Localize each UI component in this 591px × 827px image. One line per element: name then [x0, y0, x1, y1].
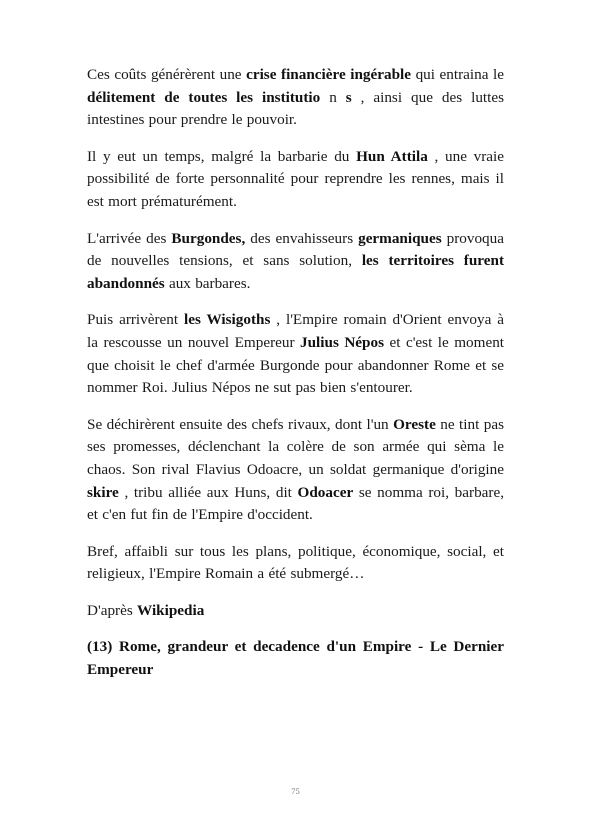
bold-text-run: s: [345, 88, 352, 106]
text-run: ne tint pas ses promesses, déclenchant la colère de son armée qui sèma le chaos. Son rival Flavius Odoacre, un soldat germanique d'origine: [87, 415, 504, 478]
bold-text-run: Burgondes,: [171, 229, 246, 247]
text-run: , ainsi que des luttes intestines pour prendre le pouvoir.: [87, 88, 505, 129]
paragraph-crisis: [87, 64, 504, 132]
bold-text-run: Hun Attila: [356, 147, 428, 165]
paragraph-wisigoths: [87, 309, 504, 399]
document-page: [87, 64, 504, 682]
text-run: se nomma roi, barbare, et c'en fut fin de l'Empire d'occident.: [87, 483, 504, 524]
paragraph-summary: [87, 541, 504, 586]
text-run: provoqua de nouvelles tensions, et sans solution,: [87, 229, 504, 270]
bold-text-run: crise financière ingérable: [246, 66, 412, 83]
bold-text-run: les territoires furent abandonnés: [87, 252, 504, 292]
bold-text-run: Wikipedia: [137, 601, 205, 619]
text-run: Il y eut un temps, malgré la barbarie du: [87, 147, 357, 165]
bold-text-run: Oreste: [393, 415, 436, 433]
text-run: des envahisseurs: [245, 229, 359, 247]
paragraph-burgondes: [87, 228, 504, 296]
text-run: , une vraie possibilité de forte personnalité pour reprendre les rennes, mais il est mort prématurément.: [87, 147, 505, 210]
bold-text-run: germaniques: [358, 229, 442, 247]
bold-text-run: skire: [87, 483, 119, 501]
bold-text-run: Julius Népos: [300, 333, 385, 351]
text-run: Bref, affaibli sur tous les plans, politique, économique, social, et religieux, l'Empire Romain a été submergé…: [87, 542, 504, 583]
text-run: qui entraina le: [411, 66, 504, 83]
bold-text-run: Odoacer: [297, 483, 354, 501]
bold-text-run: délitement de toutes les institutio: [87, 88, 321, 106]
text-run: et c'est le moment que choisit le chef d'armée Burgonde pour abandonner Rome et se nommer Roi. Julius Népos ne sut pas bien s'entourer.: [87, 333, 505, 397]
text-run: , l'Empire romain d'Orient envoya à la rescousse un nouvel Empereur: [87, 311, 504, 351]
paragraph-attila: [87, 146, 504, 214]
text-run: L'arrivée des: [87, 229, 172, 247]
page-number: 75: [291, 786, 300, 796]
bold-text-run: les Wisigoths: [184, 311, 271, 329]
paragraph-source: [87, 600, 504, 623]
paragraph-oreste: [87, 414, 504, 527]
text-run: Ces coûts générèrent une: [87, 66, 247, 83]
text-run: Se déchirèrent ensuite des chefs rivaux, dont l'un: [87, 415, 394, 433]
text-run: Puis arrivèrent: [87, 311, 184, 329]
text-run: D'après: [87, 601, 138, 619]
text-run: aux barbares.: [164, 274, 251, 292]
section-heading: (13) Rome, grandeur et decadence d'un Empire - Le Dernier Empereur: [87, 638, 504, 679]
text-run: n: [320, 88, 346, 106]
text-run: , tribu alliée aux Huns, dit: [118, 483, 298, 501]
